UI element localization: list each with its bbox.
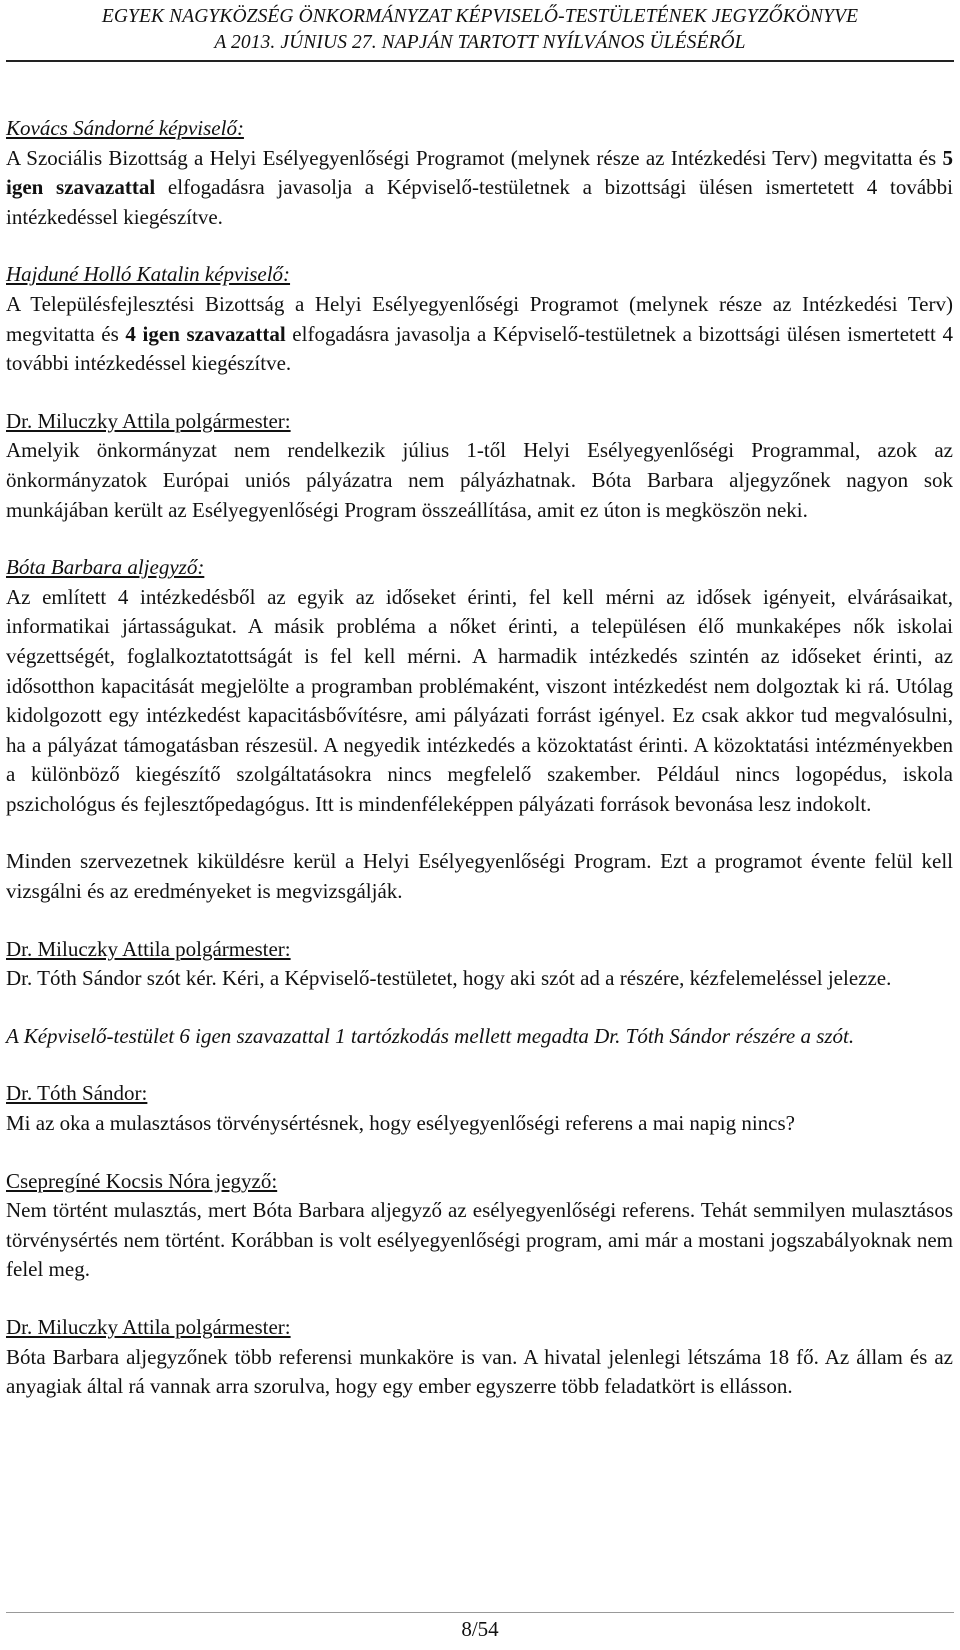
header-divider: [6, 60, 954, 62]
speaker-name: Csepregíné Kocsis Nóra jegyző:: [6, 1168, 278, 1193]
document-header: [0, 4, 960, 56]
speech-text: Minden szervezetnek kiküldésre kerül a Helyi Esélyegyenlőségi Program. Ezt a programot évente felül kell vizsgálni és az eredményeket is megvizsgálják.: [6, 849, 953, 904]
speech-block: [6, 260, 953, 378]
footer-divider: [6, 1612, 954, 1613]
speech-text-part: elfogadásra javasolja a Képviselő-testületnek a bizottsági ülésen ismertetett 4 további intézkedéssel kiegészítve.: [6, 321, 953, 376]
header-line-2: A 2013. JÚNIUS 27. NAPJÁN TARTOTT NYÍLVÁNOS ÜLÉSÉRŐL: [214, 32, 746, 53]
page-number: 8/54: [461, 1617, 499, 1641]
vote-count: 4 igen szavazattal: [125, 321, 286, 346]
speech-text: Az említett 4 intézkedésből az egyik az időseket érinti, fel kell mérni az idősek igényeit, elvárásaikat, informatikai jártasságukat. A másik probléma a nőket érinti, a településen élő munkaképes nők iskolai végzettségét, foglalkoztatottságát is fel kell mérni. A harmadik intézkedés szintén az időseket érinti, az idősotthon kapacitását megjelölte a programban problémaként, viszont intézkedést nem dolgoztak ki rá. Utólag kidolgozott egy intézkedést kapacitásbővítésre, ami pályázati forrást igényel. Ez csak akkor tud megvalósulni, ha a pályázat támogatásban részesül. A negyedik intézkedés a közoktatást érinti. A közoktatási intézményekben a különböző kiegészítő szolgáltatásokra nincs megfelelő szakember. Például nincs logopédus, iskola pszichológus és fejlesztőpedagógus. Itt is mindenféleképpen pályázati források bevonása lesz indokolt.: [6, 584, 953, 816]
speech-block: [6, 1167, 953, 1285]
speech-text: Bóta Barbara aljegyzőnek több referensi munkaköre is van. A hivatal jelenlegi létszáma 18 fő. Az állam és az anyagiak által rá vannak arra szorulva, hogy egy ember egyszerre több feladatkört is ellásson.: [6, 1344, 953, 1399]
speech-block: [6, 847, 953, 906]
speech-text: Nem történt mulasztás, mert Bóta Barbara aljegyző az esélyegyenlőségi referens. Tehát semmilyen mulasztásos törvénysértés nem történt. Korábban is volt esélyegyenlőségi program, ami már a mostani jogszabályoknak nem felel meg.: [6, 1198, 953, 1282]
speech-block: [6, 407, 953, 525]
speech-block: [6, 553, 953, 819]
speech-block: [6, 114, 953, 232]
speech-block: [6, 1313, 953, 1402]
resolution-block: [6, 1022, 953, 1052]
speaker-name: Bóta Barbara aljegyző:: [6, 555, 205, 580]
speech-text-part: A Szociális Bizottság a Helyi Esélyegyenlőségi Programot (melynek része az Intézkedési Terv) megvitatta és: [6, 145, 943, 170]
speaker-name: Dr. Tóth Sándor:: [6, 1081, 148, 1106]
speech-block: [6, 1079, 953, 1138]
speaker-name: Dr. Miluczky Attila polgármester:: [6, 408, 291, 433]
speaker-name: Hajduné Holló Katalin képviselő:: [6, 262, 291, 287]
vote-count: 5 igen szavazattal: [6, 145, 953, 200]
speech-text-part: A Településfejlesztési Bizottság a Helyi Esélyegyenlőségi Programot (melynek része az Intézkedési Terv) megvitatta és: [6, 291, 953, 346]
header-line-1: EGYEK NAGYKÖZSÉG ÖNKORMÁNYZAT KÉPVISELŐ-TESTÜLETÉNEK JEGYZŐKÖNYVE: [101, 6, 859, 27]
document-body: [6, 114, 953, 1430]
speech-text-part: elfogadásra javasolja a Képviselő-testületnek a bizottsági ülésen ismertetett 4 további intézkedéssel kiegészítve.: [6, 175, 953, 229]
speech-text: Amelyik önkormányzat nem rendelkezik július 1-től Helyi Esélyegyenlőségi Programmal, azok az önkormányzatok Európai uniós pályázatra nem pályázhatnak. Bóta Barbara aljegyzőnek nagyon sok munkájában került az Esélyegyenlőségi Program összeállítása, amit ez úton is megköszön neki.: [6, 438, 953, 522]
speaker-name: Dr. Miluczky Attila polgármester:: [6, 1315, 291, 1339]
speech-text: [6, 144, 953, 233]
speaker-name: Dr. Miluczky Attila polgármester:: [6, 936, 291, 961]
resolution-text: A Képviselő-testület 6 igen szavazattal 1 tartózkodás mellett megadta Dr. Tóth Sándor részére a szót.: [6, 1023, 855, 1048]
speech-text: Dr. Tóth Sándor szót kér. Kéri, a Képviselő-testületet, hogy aki szót ad a részére, kézfelemeléssel jelezze.: [6, 966, 892, 991]
speech-text: [6, 290, 953, 379]
speech-block: [6, 935, 953, 994]
speaker-name: Kovács Sándorné képviselő:: [6, 116, 244, 140]
speech-text: Mi az oka a mulasztásos törvénysértésnek, hogy esélyegyenlőségi referens a mai napig nincs?: [6, 1111, 795, 1136]
